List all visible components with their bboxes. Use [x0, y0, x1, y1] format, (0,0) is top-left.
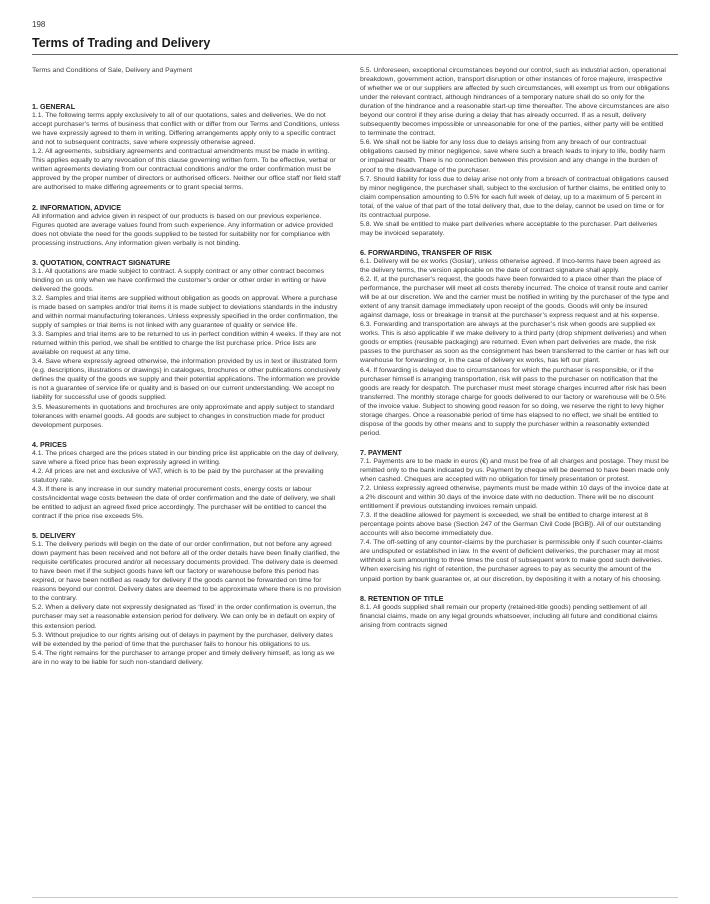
paragraph: 1.1. The following terms apply exclusively to all of our quotations, sales and deliveries. We do not accept purchaser’s terms of business that conflict with or differ from our Terms and Conditions, unless we have expressly agreed to them in writing. Differing arrangements apply only to a specific contract and not to subsequent contracts, save where expressly otherwise agreed. [32, 112, 340, 147]
title-divider [32, 54, 678, 55]
bottom-divider [32, 897, 678, 898]
left-column [32, 66, 342, 667]
document-subtitle: Terms and Conditions of Sale, Delivery and Payment [32, 67, 193, 74]
paragraph: 6.1. Delivery will be ex works (Goslar), unless otherwise agreed. If Inco-terms have been agreed as the delivery terms, the version applicable on the date of contract signature shall apply. [360, 257, 661, 274]
paragraph: 5.4. The right remains for the purchaser to arrange proper and timely delivery himself, as long as we are in no way to be liable for such non-standard delivery. [32, 649, 335, 666]
section-heading-quotation: 3. QUOTATION, CONTRACT SIGNATURE [32, 257, 171, 267]
paragraph: 3.4. Save where expressly agreed otherwise, the information provided by us in text or illustrated form (e.g. descriptions, illustrations or drawings) in catalogues, brochures or other publications conclusively defines the quality of the goods we supply and their potential applications. The information we provide is not a guarantee of service life or quality and is based on our current understanding. We accept no liability for successful use of goods supplied. [32, 358, 341, 402]
section-heading-delivery: 5. DELIVERY [32, 531, 76, 541]
right-column [360, 66, 670, 630]
paragraph: 5.2. When a delivery date not expressly designated as ‘fixed’ in the order confirmation is overrun, the purchaser may set a reasonable extension period for delivery. We can only be in default on expiry of this extension period. [32, 604, 337, 630]
section-heading-payment: 7. PAYMENT [360, 447, 402, 457]
paragraph: 5.7. Should liability for loss due to delay arise not only from a breach of contractual obligations caused by minor negligence, the purchaser shall, subject to the exclusion of further claims, be entitled only to claim compensation amounting to 0.5% for each full week of delay, up to a maximum of 5 percent in total, of the value of that part of the total delivery that, due to the delay, cannot be used on time or for its contractual purpose. [360, 175, 669, 219]
paragraph: 3.2. Samples and trial items are supplied without obligation as goods on approval. Where a purchase is made based on samples and/or trial items it is made subject to deviations standards in the industry and within normal manufacturing tolerances. Unless expressly specified in the order confirmation, the supply of samples or trial items is not linked with any guarantee of quality or service life. [32, 294, 338, 330]
paragraph: All information and advice given in respect of our products is based on our previous experience. Figures quoted are average values found from such experience. Any information or advice provided does not obviate the need for the goods supplied to be tested for suitability nor for compliance with processing instructions. Any information given verbally is not binding. [32, 212, 333, 247]
paragraph: 8.1. All goods supplied shall remain our property (retained-title goods) pending settlement of all financial claims, made on any legal grounds whatsoever, including all future and conditional claims arising from contracts signed [360, 603, 658, 629]
paragraph: 7.3. If the deadline allowed for payment is exceeded, we shall be entitled to charge interest at 8 percentage points above base (Section 247 of the German Civil Code [BGB]). All of our outstanding accounts will also become immediately due. [360, 512, 661, 538]
section-heading-prices: 4. PRICES [32, 439, 67, 449]
section-heading-general: 1. GENERAL [32, 102, 76, 112]
paragraph: 5.6. We shall not be liable for any loss due to delays arising from any breach of our contractual obligations caused by minor negligence, save where such a breach leads to injury to life, bodily harm or impaired health. There is no connection between this provision and any change in the burden of proof to the disadvantage of the purchaser. [360, 139, 666, 174]
paragraph: 5.1. The delivery periods will begin on the date of our order confirmation, but not before any agreed down payment has been received and not before all of the order details have been finally clarified, the requisite certificates procured and/or all necessary documents provided. The delivery date is deemed to have been met if the subject goods have left our factory or warehouse before this period has expired, or have been notified as ready for delivery if the goods cannot be forwarded on time for reasons beyond our control. Delivery dates are deemed to be approximate where there is no provision to the contrary. [32, 541, 341, 603]
paragraph: 5.3. Without prejudice to our rights arising out of delays in payment by the purchaser, delivery dates will be extended by the period of time that the purchaser fails to honour his obligations to us. [32, 631, 333, 648]
paragraph: 3.5. Measurements in quotations and brochures are only approximate and apply subject to standard tolerances with enamel goods. All goods are subject to changes in construction made for product development purposes. [32, 403, 335, 429]
paragraph: 7.1. Payments are to be made in euros (€) and must be free of all charges and postage. They must be remitted only to the bank indicated by us. Payment by cheque will be deemed to have been made only when cashed. Cheques are accepted with no obligation for timely presentation or protest. [360, 457, 670, 484]
section-heading-forwarding: 6. FORWARDING, TRANSFER OF RISK [360, 247, 493, 257]
page-number: 198 [32, 20, 46, 29]
paragraph: 4.2. All prices are net and exclusive of VAT, which is to be paid by the purchaser at the prevailing statutory rate. [32, 467, 324, 484]
paragraph: 3.3. Samples and trial items are to be returned to us in perfect condition within 4 weeks. If they are not returned within this period, we shall be entitled to charge the list purchase price. Price lists are available on request at any time. [32, 331, 341, 357]
paragraph: 1.2. All agreements, subsidiary agreements and contractual amendments must be made in writing. This applies equally to any revocation of this clause governing written form. To be effective, verbal or written agreements deviating from our contractual conditions and/or the order confirmation must be approved by the proper number of directors or authorised officers. Neither our office staff nor field staff are authorised to make differing agreements or to grant special terms. [32, 148, 341, 192]
paragraph: 3.1. All quotations are made subject to contract. A supply contract or any other contract becomes binding on us only when we have confirmed the customer’s order or other order in writing or have delivered the goods. [32, 267, 327, 293]
paragraph: 5.5. Unforeseen, exceptional circumstances beyond our control, such as industrial action, operational breakdown, government action, transport disruption or other instances of force majeure, irrespective of whether we or our suppliers are affected by such circumstances, will exempt us from our obligations under the relevant contract, although hindrances of a temporary nature shall do so only for the duration of the hindrance and a reasonable start-up time thereafter. The above circumstances are also beyond our control if they arise during a delay that has already occurred. If as a result, delivery subsequently becomes impossible or unreasonable for one of the parties, either party will be entitled to terminate the contract. [360, 67, 670, 138]
paragraph: 4.3. If there is any increase in our sundry material procurement costs, energy costs or labour costs/incidental wage costs between the date of order confirmation and the date of delivery, we shall be entitled to adjust an agreed fixed price accordingly. The purchaser will be entitled to cancel the contract if the price rise exceeds 5%. [32, 485, 336, 521]
section-heading-retention-of-title: 8. RETENTION OF TITLE [360, 593, 444, 603]
paragraph: 6.3. Forwarding and transportation are always at the purchaser’s risk when goods are supplied ex works. This is also applicable if we make delivery to a third party (drop shipment deliveries) and when goods or empties (reusable packaging) are returned. Even when part deliveries are made, the risk passes to the purchaser as soon as the consignment has been transferred to the carrier or has left our warehouse for forwarding or, in the case of delivery ex works, has left our plant. [360, 321, 670, 365]
section-heading-information: 2. INFORMATION, ADVICE [32, 202, 122, 212]
paragraph: 4.1. The prices charged are the prices stated in our binding price list applicable on the day of delivery, save where a fixed price has been expressly agreed in writing. [32, 449, 339, 466]
paragraph: 7.4. The off-setting of any counter-claims by the purchaser is permissible only if such counter-claims are undisputed or established in law. In the event of deficient deliveries, the purchaser may at most withhold a sum amounting to three times the cost of subsequent work to make good such deliveries. When exercising his right of retention, the purchaser agrees to pay as security the amount of the unpaid portion by bank guarantee or, at our discretion, by depositing it with a notary of his choosing. [360, 539, 663, 583]
paragraph: 6.2. If, at the purchaser’s request, the goods have been forwarded to a place other than the place of performance, the purchaser will meet all costs thereby incurred. The choice of transit route and carrier will be at our discretion. We and the carrier must be notified in writing by the purchaser of the type and extent of any transit damage immediately upon receipt of the goods. Goods will only be insured against damage, loss or breakage in transit at the purchaser’s express request and at his expense. [360, 276, 669, 320]
page-title: Terms of Trading and Delivery [32, 36, 211, 50]
paragraph: 7.2. Unless expressly agreed otherwise, payments must be made within 10 days of the invoice date at a 2% discount and within 30 days of the invoice date with no deduction. There will be no discount entitlement if previous outstanding invoices remain unpaid. [360, 485, 669, 511]
paragraph: 6.4. If forwarding is delayed due to circumstances for which the purchaser is responsible, or if the purchaser himself is arranging transportation, risk will pass to the purchaser on notification that the goods are ready for despatch. The purchaser must meet storage charges incurred after risk has been transferred. The monthly storage charge for goods delivered to our factory or warehouse will be 0.5% of the invoice value. Subject to showing good reason for so doing, we reserve the right to levy higher storage charges. Once a reasonable period of time has elapsed to no effect, we shall be entitled to dispose of the goods by other means and to supply the purchaser within a reasonably extended period. [360, 366, 667, 437]
paragraph: 5.8. We shall be entitled to make part deliveries where acceptable to the purchaser. Part deliveries may be invoiced separately. [360, 220, 658, 237]
